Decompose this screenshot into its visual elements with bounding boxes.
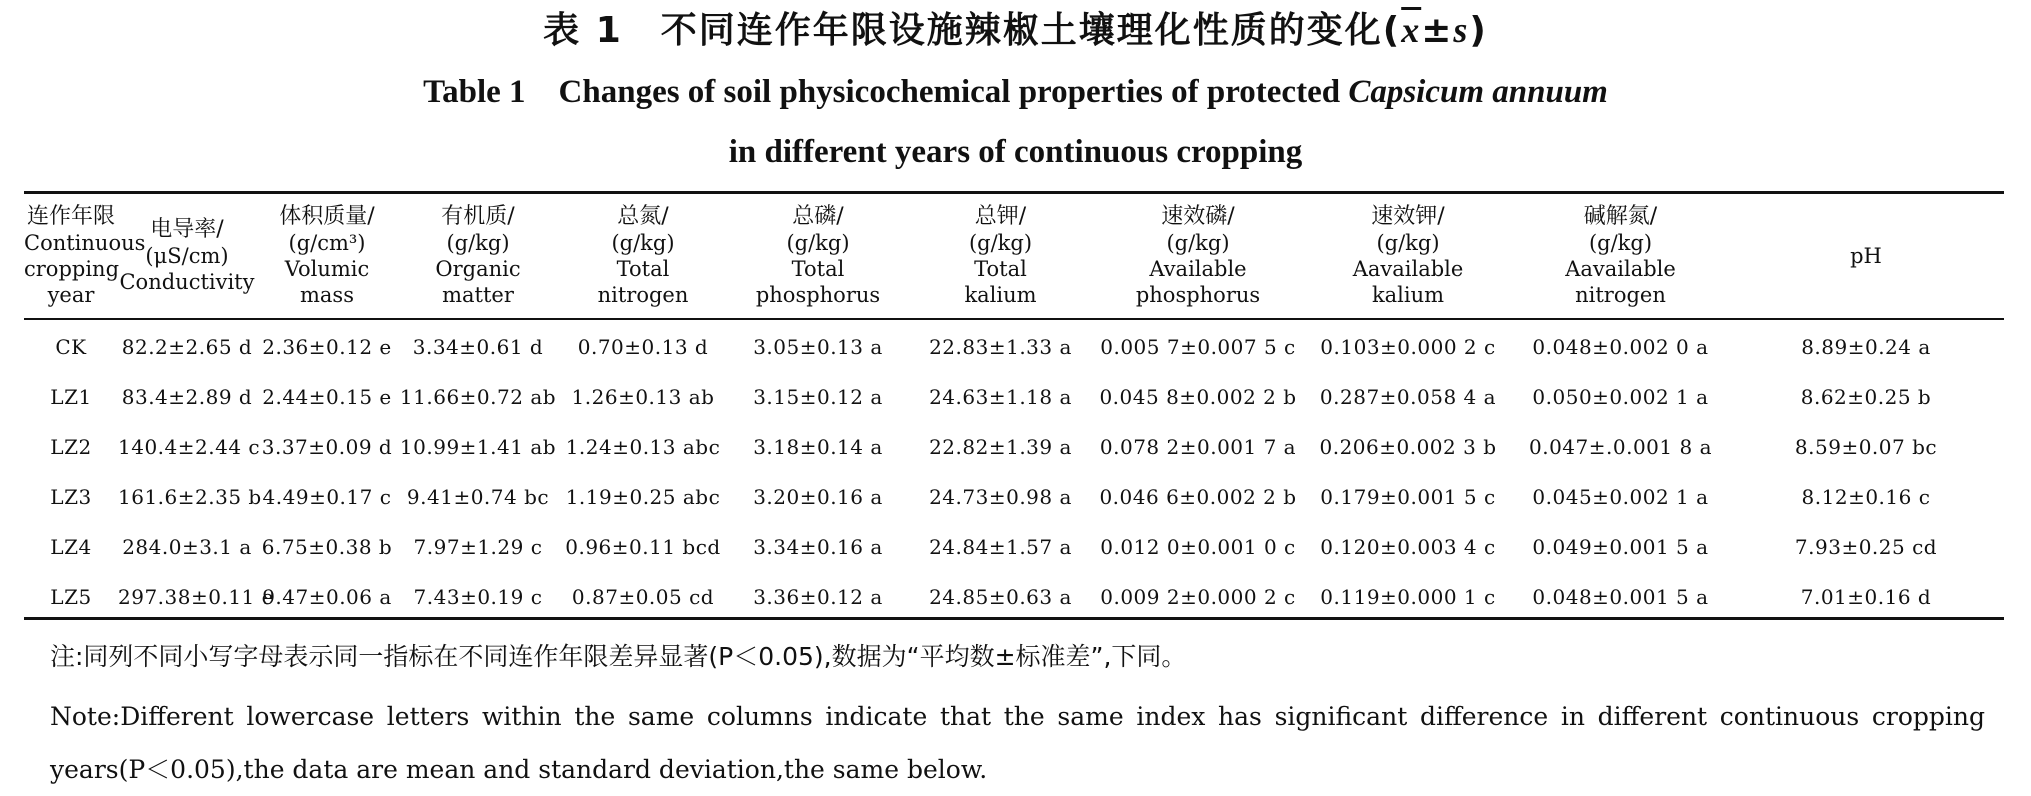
column-header-en3: nitrogen — [597, 283, 689, 307]
column-header-en2: Volumic — [284, 257, 370, 281]
title-en-line1-prefix: Table 1 Changes of soil physicochemical properties of protected — [423, 74, 1349, 110]
data-cell: 24.85±0.63 a — [929, 585, 1072, 609]
data-cell: 3.34±0.16 a — [753, 535, 883, 559]
column-header-cn: 碱解氮/ — [1583, 204, 1658, 229]
data-cell: 7.01±0.16 d — [1800, 585, 1932, 609]
data-cell: 82.2±2.65 d — [121, 335, 253, 359]
column-header-en1: (g/kg) — [446, 231, 510, 255]
data-cell: 0.012 0±0.001 0 c — [1100, 535, 1296, 559]
column-header-en3: matter — [442, 283, 514, 307]
data-cell: 83.4±2.89 d — [121, 385, 253, 409]
column-header-cn: 速效磷/ — [1161, 204, 1235, 229]
column-header — [118, 194, 256, 318]
data-cell: 140.4±2.44 c — [118, 435, 261, 459]
row-label-cell: LZ4 — [50, 535, 92, 559]
title-cn-s: s — [1453, 10, 1470, 50]
column-header-en3: nitrogen — [1575, 283, 1666, 307]
column-header-en2: Total — [616, 257, 670, 281]
data-cell: 0.045 8±0.002 2 b — [1099, 385, 1297, 409]
column-header-cn: 总磷/ — [792, 204, 844, 229]
column-header-en2: cropping — [24, 257, 120, 281]
data-cell: 0.048±0.002 0 a — [1532, 335, 1709, 359]
table-body — [24, 318, 2004, 622]
row-label-cell: LZ3 — [50, 485, 92, 509]
data-cell: 3.20±0.16 a — [753, 485, 883, 509]
column-header — [908, 194, 1093, 318]
data-cell: 0.045±0.002 1 a — [1532, 485, 1709, 509]
column-header-cn: 总氮/ — [617, 204, 669, 229]
table-row — [24, 372, 2004, 422]
column-header — [728, 194, 908, 318]
data-cell: 8.59±0.07 bc — [1794, 435, 1938, 459]
column-header-en2: Aavailable — [1352, 257, 1464, 281]
column-header-en1: Continuous — [24, 231, 146, 255]
column-header — [398, 194, 558, 318]
data-cell: 2.44±0.15 e — [262, 385, 392, 409]
data-cell: 8.12±0.16 c — [1801, 485, 1931, 509]
column-header-en1: (g/kg) — [1166, 231, 1230, 255]
column-header — [1513, 194, 1728, 318]
column-header-en3: mass — [300, 283, 354, 307]
data-cell: 9.47±0.06 a — [262, 585, 392, 609]
data-cell: 0.049±0.001 5 a — [1532, 535, 1709, 559]
column-header-en1: (g/kg) — [611, 231, 675, 255]
data-cell: 22.82±1.39 a — [929, 435, 1072, 459]
data-cell: 0.179±0.001 5 c — [1320, 485, 1496, 509]
column-header-cn: 电导率/ — [150, 217, 224, 242]
column-header-en3: kalium — [964, 283, 1037, 307]
column-header — [24, 194, 146, 318]
data-cell: 3.36±0.12 a — [753, 585, 883, 609]
column-header-en1: (g/kg) — [968, 231, 1033, 255]
data-cell: 9.41±0.74 bc — [406, 485, 550, 509]
data-cell: 0.048±0.001 5 a — [1532, 585, 1709, 609]
column-header-en3: year — [47, 283, 95, 307]
data-cell: 8.62±0.25 b — [1800, 385, 1932, 409]
column-header-en2: Total — [974, 257, 1027, 281]
title-cn-main: 表 1 不同连作年限设施辣椒土壤理化性质的变化( — [543, 10, 1402, 51]
row-label-cell: LZ5 — [50, 585, 92, 609]
data-cell: 0.047±.0.001 8 a — [1529, 435, 1712, 459]
data-cell: 6.75±0.38 b — [261, 535, 393, 559]
data-cell: 0.96±0.11 bcd — [565, 535, 721, 559]
data-cell: 4.49±0.17 c — [262, 485, 392, 509]
column-header — [1303, 194, 1513, 318]
data-cell: 0.70±0.13 d — [577, 335, 709, 359]
title-cn-xbar: $\overline{x}$ — [1401, 10, 1422, 50]
data-cell: 11.66±0.72 ab — [399, 385, 557, 409]
column-header — [1728, 194, 2004, 318]
column-header-en1: (g/kg) — [786, 231, 850, 255]
data-cell: 161.6±2.35 b — [118, 485, 262, 509]
data-cell: 0.005 7±0.007 5 c — [1100, 335, 1296, 359]
data-cell: 0.206±0.002 3 b — [1319, 435, 1497, 459]
column-header — [1093, 194, 1303, 318]
column-header-en1: (g/cm³) — [288, 231, 366, 255]
data-cell: 22.83±1.33 a — [929, 335, 1072, 359]
data-cell: 0.120±0.003 4 c — [1320, 535, 1496, 559]
column-header — [558, 194, 728, 318]
column-header-en3: phosphorus — [755, 283, 881, 307]
column-header-en2: Available — [1149, 257, 1247, 281]
data-cell: 24.84±1.57 a — [929, 535, 1072, 559]
row-label-cell: LZ1 — [50, 385, 92, 409]
data-cell: 297.38±0.11 e — [118, 585, 274, 609]
data-cell: 0.078 2±0.001 7 a — [1099, 435, 1297, 459]
note-english: Note:Different lowercase letters within the same columns indicate that the same index has significant difference in different continuous cropping years(P＜0.05),the data are mean and standard deviation,the same below. — [50, 702, 1985, 784]
title-en-species: Capsicum annuum — [1348, 74, 1608, 110]
data-cell: 3.34±0.61 d — [412, 335, 544, 359]
data-cell: 1.24±0.13 abc — [565, 435, 721, 459]
column-header-en1: (g/kg) — [1588, 231, 1653, 255]
note-chinese: 注:同列不同小写字母表示同一指标在不同连作年限差异显著(P＜0.05),数据为“平均数±标准差”,下同。 — [50, 642, 1187, 671]
data-cell: 3.37±0.09 d — [261, 435, 393, 459]
data-cell: 3.15±0.12 a — [753, 385, 883, 409]
column-header-en2: Organic — [435, 257, 521, 281]
column-header-cn: 速效钾/ — [1371, 204, 1445, 229]
data-cell: 24.63±1.18 a — [929, 385, 1072, 409]
column-header-en3: phosphorus — [1135, 283, 1261, 307]
column-header-en2: Conductivity — [119, 270, 255, 294]
table-title-english-line2: in different years of continuous cropping — [728, 134, 1303, 170]
column-header-cn: 有机质/ — [441, 204, 515, 229]
row-label-cell: LZ2 — [50, 435, 92, 459]
data-cell: 0.009 2±0.000 2 c — [1100, 585, 1296, 609]
table-row — [24, 572, 2004, 622]
column-header-en1: pH — [1850, 244, 1882, 268]
column-header-cn: 连作年限 — [26, 204, 115, 229]
table-title-english-line1 — [0, 72, 2031, 112]
data-cell: 24.73±0.98 a — [929, 485, 1072, 509]
data-cell: 1.26±0.13 ab — [571, 385, 715, 409]
data-cell: 3.18±0.14 a — [753, 435, 883, 459]
data-cell: 1.19±0.25 abc — [565, 485, 721, 509]
title-cn-pm: ± — [1421, 10, 1454, 51]
data-cell: 7.43±0.19 c — [413, 585, 543, 609]
table-row — [24, 472, 2004, 522]
data-cell: 8.89±0.24 a — [1801, 335, 1931, 359]
table-row — [24, 522, 2004, 572]
data-cell: 0.103±0.000 2 c — [1320, 335, 1496, 359]
column-header-en3: kalium — [1371, 283, 1445, 307]
column-header-en2: Aavailable — [1565, 257, 1676, 281]
data-cell: 3.05±0.13 a — [753, 335, 883, 359]
column-header-en1: (g/kg) — [1376, 231, 1440, 255]
data-cell: 284.0±3.1 a — [122, 535, 252, 559]
data-cell: 0.119±0.000 1 c — [1320, 585, 1496, 609]
data-cell: 0.287±0.058 4 a — [1319, 385, 1497, 409]
table-title-chinese — [0, 8, 2031, 53]
column-header-cn: 体积质量/ — [279, 204, 375, 229]
column-header-en2: Total — [791, 257, 845, 281]
data-cell: 0.87±0.05 cd — [571, 585, 715, 609]
data-cell: 2.36±0.12 e — [262, 335, 392, 359]
data-cell: 0.050±0.002 1 a — [1532, 385, 1709, 409]
data-cell: 7.97±1.29 c — [413, 535, 543, 559]
table-row — [24, 318, 2004, 372]
table-header-row — [24, 194, 2004, 318]
title-cn-close: ) — [1469, 10, 1488, 51]
column-header — [256, 194, 398, 318]
data-cell: 7.93±0.25 cd — [1794, 535, 1938, 559]
data-cell: 10.99±1.41 ab — [399, 435, 557, 459]
table-row — [24, 422, 2004, 472]
data-cell: 0.046 6±0.002 2 b — [1099, 485, 1297, 509]
row-label-cell: CK — [55, 335, 87, 359]
soil-properties-table — [24, 194, 2004, 622]
column-header-en1: (μS/cm) — [145, 244, 229, 268]
column-header-cn: 总钾/ — [974, 204, 1027, 229]
